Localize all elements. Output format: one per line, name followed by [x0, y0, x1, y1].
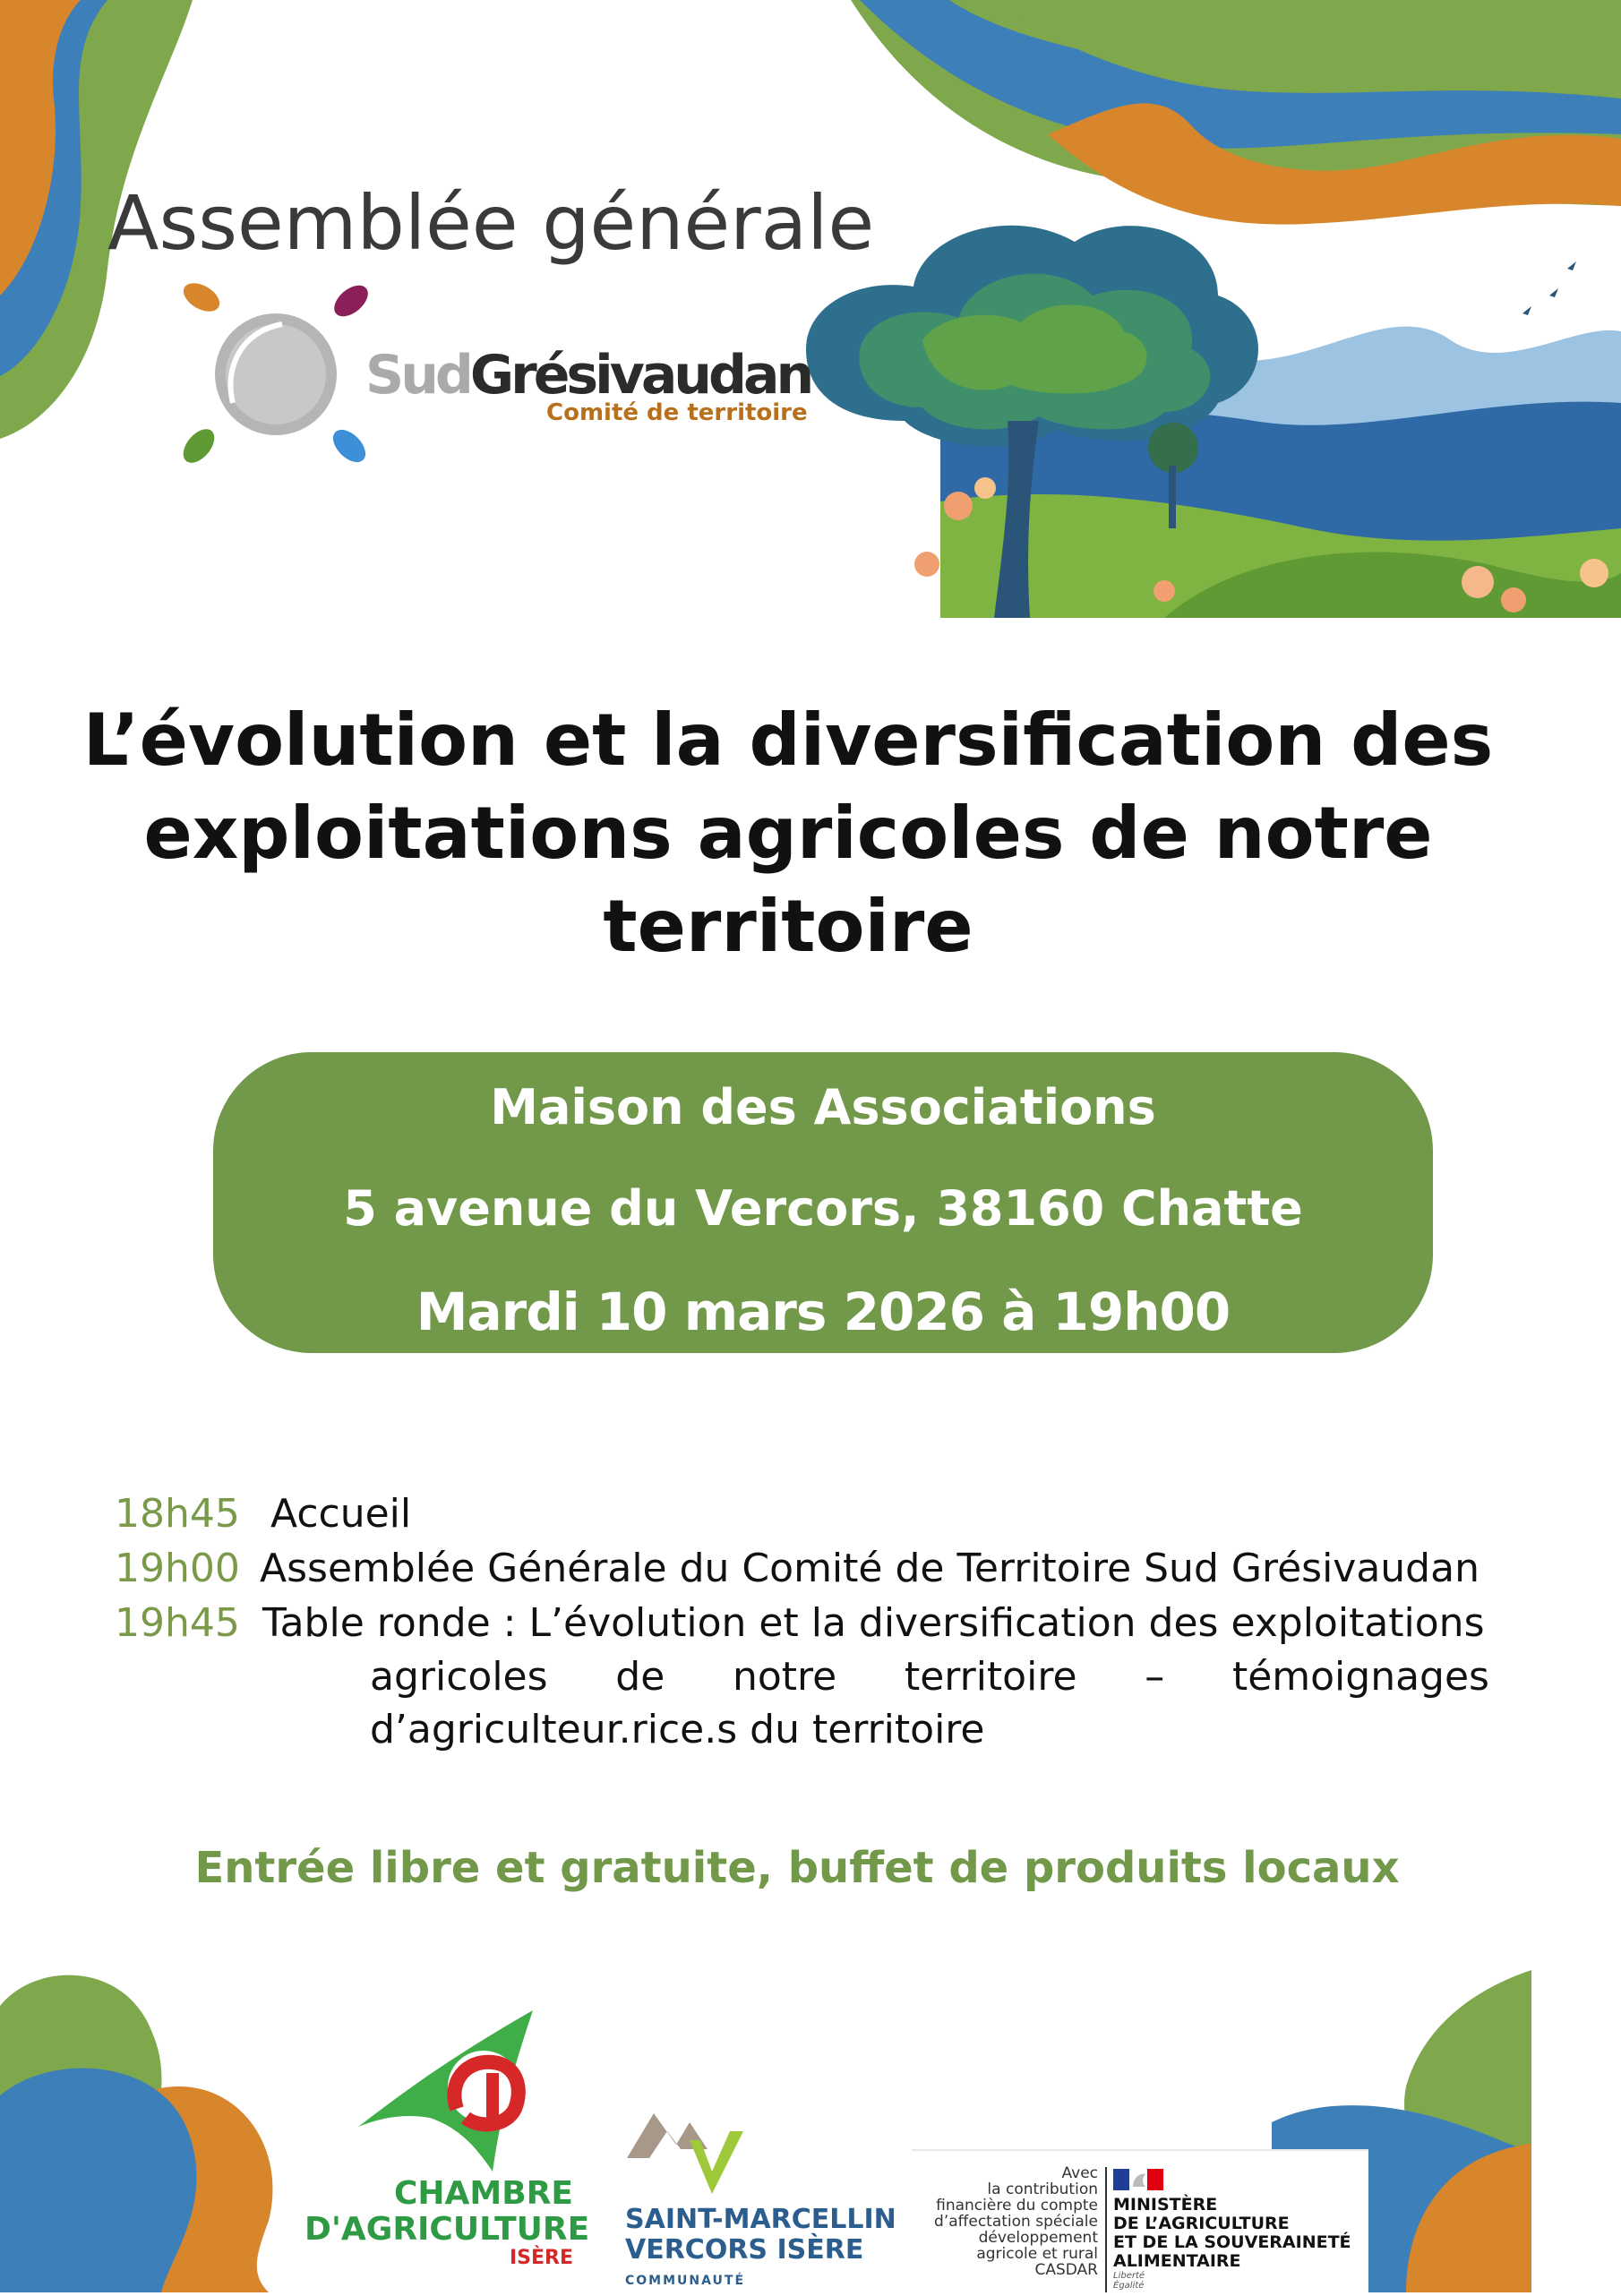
casdar-text: [912, 2165, 1098, 2278]
ministry-name: [1113, 2196, 1351, 2291]
chambre-agriculture-name: [304, 2175, 590, 2269]
word: notre: [732, 1654, 837, 1700]
schedule-item: [115, 1596, 1489, 1649]
schedule: [115, 1486, 1489, 1752]
casdar-line: financière du compte: [936, 2197, 1098, 2215]
venue-box: [213, 1052, 1433, 1353]
word: territoire: [904, 1654, 1077, 1700]
schedule-label-continuation: [370, 1650, 1489, 1756]
word: agricoles: [370, 1654, 548, 1700]
schedule-item: [115, 1541, 1489, 1596]
brand-sud: Sud: [365, 344, 470, 407]
word: témoignages: [1231, 1654, 1489, 1700]
word: –: [1145, 1654, 1165, 1700]
event-title: [72, 694, 1505, 973]
schedule-label: Table ronde : L’évolution et la diversification des exploitations: [262, 1600, 1485, 1646]
ministry-motto: Égalité: [1113, 2281, 1145, 2291]
republic-marianne-icon: [1113, 2169, 1163, 2190]
casdar-line: Avec: [1061, 2164, 1098, 2182]
venue-address: 5 avenue du Vercors, 38160 Chatte: [343, 1180, 1303, 1237]
brand-name: [365, 344, 810, 407]
ministry-line: ALIMENTAIRE: [1113, 2251, 1241, 2271]
casdar-line: la contribution: [987, 2180, 1098, 2198]
word: de: [615, 1654, 665, 1700]
saint-marcellin-name: [625, 2205, 896, 2296]
casdar-line: d’affectation spéciale: [934, 2213, 1098, 2231]
schedule-label: Assemblée Générale du Comité de Territoire Sud Grésivaudan: [260, 1546, 1479, 1591]
assembly-title: Assemblée générale: [107, 179, 875, 267]
footer-decoration-left: [0, 1952, 296, 2292]
event-title-line-3: territoire: [603, 885, 973, 968]
event-date-time: Mardi 10 mars 2026 à 19h00: [416, 1281, 1231, 1342]
casdar-line: agricole et rural: [976, 2245, 1098, 2263]
chambre-line-2: D'AGRICULTURE: [304, 2211, 590, 2248]
sud-gresivaudan-logo: [179, 269, 811, 475]
chambre-agriculture-logo-icon: [358, 2010, 546, 2172]
schedule-time: 18h45: [115, 1491, 240, 1537]
header-illustration: [806, 0, 1621, 618]
continuation-line: [370, 1650, 1489, 1703]
venue-name: Maison des Associations: [490, 1079, 1156, 1135]
ministry-line: DE L’AGRICULTURE: [1113, 2214, 1290, 2233]
ministry-motto: Liberté: [1113, 2271, 1145, 2281]
event-title-line-1: L’évolution et la diversification des: [82, 698, 1494, 782]
schedule-time: 19h00: [115, 1546, 240, 1591]
free-entry-note: Entrée libre et gratuite, buffet de produits locaux: [194, 1843, 1400, 1893]
continuation-last-line: d’agriculteur.rice.s du territoire: [370, 1707, 985, 1752]
schedule-time: 19h45: [115, 1600, 240, 1646]
smv-line-2: VERCORS ISÈRE: [625, 2234, 864, 2266]
ministry-divider: [1105, 2167, 1107, 2292]
casdar-line: CASDAR: [1034, 2261, 1098, 2279]
saint-marcellin-logo-icon: [627, 2095, 761, 2203]
ministry-line: MINISTÈRE: [1113, 2195, 1218, 2215]
chambre-line-1: CHAMBRE: [394, 2175, 573, 2212]
casdar-line: développement: [978, 2229, 1098, 2247]
chambre-line-3: ISÈRE: [509, 2247, 573, 2269]
schedule-label: Accueil: [270, 1491, 412, 1537]
smv-line-3: COMMUNAUTÉ: [625, 2274, 746, 2288]
schedule-item: [115, 1486, 1489, 1541]
smv-line-1: SAINT-MARCELLIN: [625, 2204, 896, 2235]
sun-logo-icon: [179, 269, 385, 475]
ministry-line: ET DE LA SOUVERAINETÉ: [1113, 2232, 1351, 2252]
brand-subtitle: Comité de territoire: [546, 399, 808, 426]
event-title-line-2: exploitations agricoles de notre: [143, 792, 1433, 875]
brand-gresivaudan: Grésivaudan: [469, 344, 811, 407]
